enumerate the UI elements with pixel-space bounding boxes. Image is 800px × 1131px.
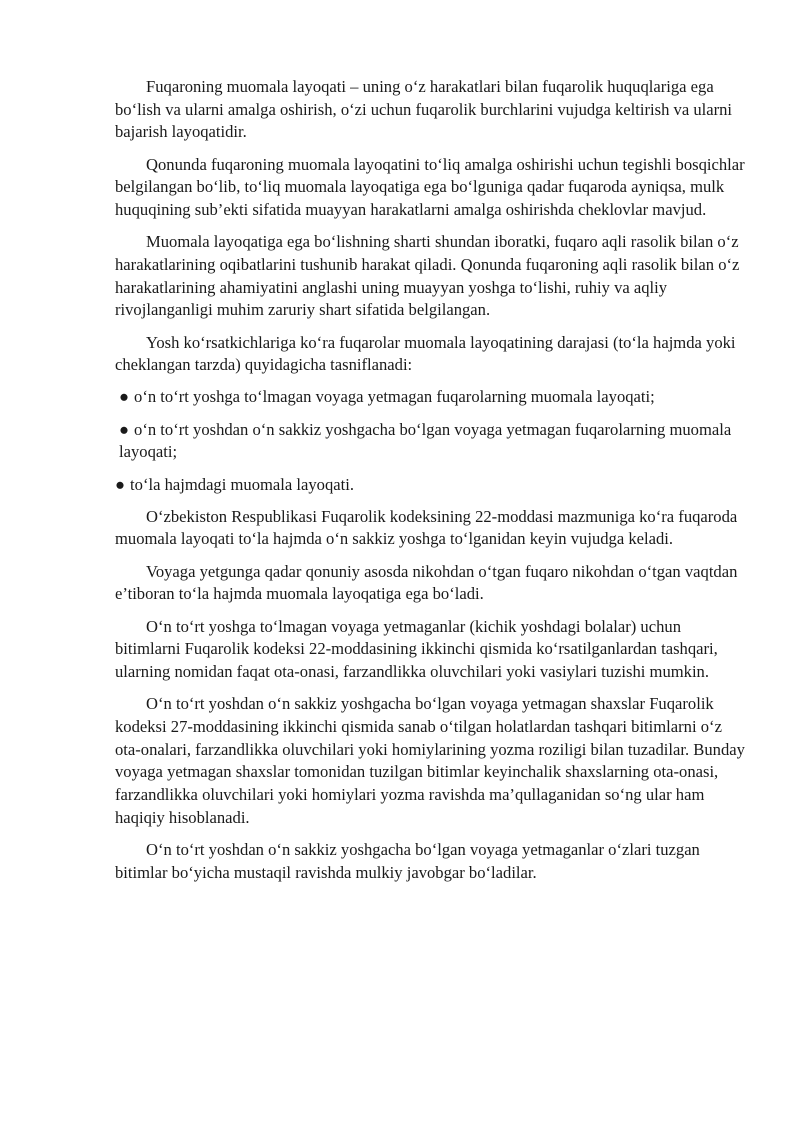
paragraph: Muomala layoqatiga ega bo‘lishning sharti shundan iboratki, fuqaro aqli rasolik bilan o‘z harakatlarining oqibatlarini tushunib harakat qiladi. Qonunda fuqaroning aqli rasolik bilan o‘z harakatlarining ahamiyatini anglashi uning muayyan yoshga to‘lishi, ruhiy va aqliy rivojlanganligi muhim zaruriy shart sifatida belgilangan. <box>115 232 740 320</box>
document-page <box>115 76 745 894</box>
bullet-icon: ● <box>115 474 126 494</box>
paragraph: Voyaga yetgunga qadar qonuniy asosda nikohdan o‘tgan fuqaro nikohdan o‘tgan vaqtdan e’tiboran to‘la hajmda muomala layoqatiga ega bo‘ladi. <box>115 561 738 604</box>
bullet-icon: ● <box>119 419 130 439</box>
list-item-text: o‘n to‘rt yoshga to‘lmagan voyaga yetmagan fuqarolarning muomala layoqati; <box>134 387 655 407</box>
paragraph: Yosh ko‘rsatkichlariga ko‘ra fuqarolar muomala layoqatining darajasi (to‘la hajmda yoki cheklangan tarzda) quyidagicha tasniflanadi: <box>115 332 736 375</box>
list-item-text: to‘la hajmdagi muomala layoqati. <box>130 474 354 494</box>
paragraph: Qonunda fuqaroning muomala layoqatini to‘liq amalga oshirishi uchun tegishli bosqichlar belgilangan bo‘lib, to‘liq muomala layoqatiga ega bo‘lguniga qadar fuqaroda ayniqsa, mulk huquqining sub’ekti sifatida muayyan harakatlarni amalga oshirishda cheklovlar mavjud. <box>115 154 745 220</box>
list-item-text: o‘n to‘rt yoshdan o‘n sakkiz yoshgacha bo‘lgan voyaga yetmagan fuqarolarning muomala layoqati; <box>119 419 732 462</box>
bullet-icon: ● <box>119 387 130 407</box>
paragraph: Fuqaroning muomala layoqati – uning o‘z harakatlari bilan fuqarolik huquqlariga ega bo‘lish va ularni amalga oshirish, o‘zi uchun fuqarolik burchlarini vujudga keltirish va ularni bajarish layoqatidir. <box>115 77 733 142</box>
paragraph: O‘n to‘rt yoshdan o‘n sakkiz yoshgacha bo‘lgan voyaga yetmagan shaxslar Fuqarolik kodeksi 27-moddasining ikkinchi qismida sanab o‘tilgan holatlardan tashqari bitimlarni o‘z ota-onalari, farzandlikka oluvchilari yoki homiylarining yozma roziligi bilan tuzadilar. Bunday voyaga yetmagan shaxslar tomonidan tuzilgan bitimlar keyinchalik shaxslarning ota-onasi, farzandlikka oluvchilari yoki homiylari yozma ravishda ma’qullaganidan so‘ng ular ham haqiqiy hisoblanadi. <box>115 694 745 827</box>
list-item <box>115 386 745 409</box>
paragraph: O‘n to‘rt yoshga to‘lmagan voyaga yetmaganlar (kichik yoshdagi bolalar) uchun bitimlarni Fuqarolik kodeksi 22-moddasining ikkinchi qismida ko‘rsatilganlardan tashqari, ularning nomidan faqat ota-onasi, farzandlikka oluvchilari yoki vasiylari tuzishi mumkin. <box>115 616 718 681</box>
list-item <box>115 474 745 497</box>
list-item <box>115 419 745 464</box>
paragraph: O‘n to‘rt yoshdan o‘n sakkiz yoshgacha bo‘lgan voyaga yetmaganlar o‘zlari tuzgan bitimlar bo‘yicha mustaqil ravishda mulkiy javobgar bo‘ladilar. <box>115 839 700 882</box>
paragraph: O‘zbekiston Respublikasi Fuqarolik kodeksining 22-moddasi mazmuniga ko‘ra fuqaroda muomala layoqati to‘la hajmda o‘n sakkiz yoshga to‘lganidan keyin vujudga keladi. <box>115 506 738 549</box>
